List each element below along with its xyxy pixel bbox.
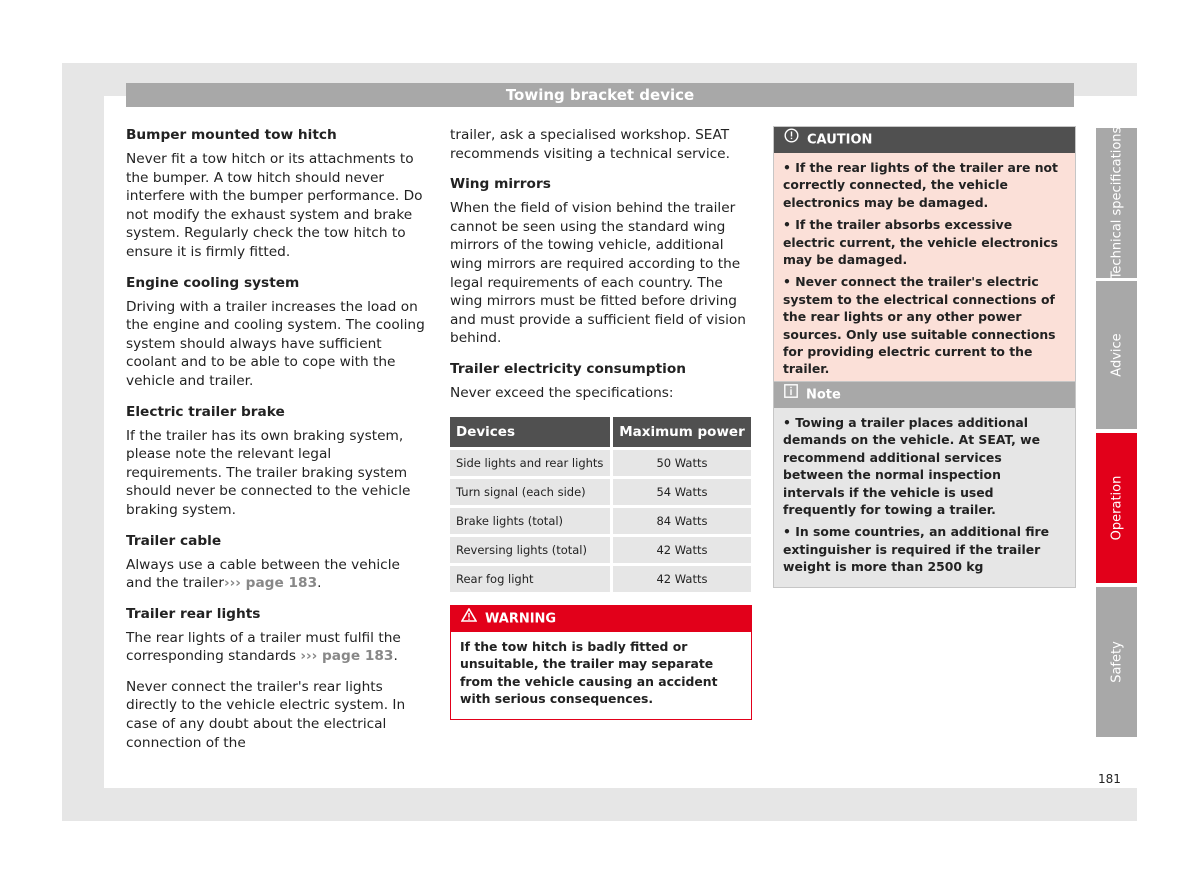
section-text: Never fit a tow hitch or its attachments to the bumper. A tow hitch should never interfere with the bumper performance. Do not modify the exhaust system and brake system. Regularly check the tow hitch to ensure it is firmly fitted. <box>126 151 423 260</box>
section-text: Never exceed the specifications: <box>450 384 674 401</box>
tab-technical-specifications[interactable] <box>1096 128 1137 278</box>
section-text: trailer, ask a specialised workshop. SEAT recommends visiting a technical service. <box>450 127 730 162</box>
note-body <box>774 408 1075 587</box>
column-middle <box>450 126 752 415</box>
warning-header <box>451 606 751 632</box>
caution-label: CAUTION <box>807 132 873 148</box>
note-item: • In some countries, an additional fire extinguisher is required if the trailer weight is more than 2500 kg <box>783 524 1050 575</box>
section-text: Never connect the trailer's rear lights directly to the vehicle electric system. In case of any doubt about the electrical connection of the <box>126 678 406 751</box>
tab-label: Operation <box>1109 475 1124 541</box>
note-item: • Towing a trailer places additional demands on the vehicle. At SEAT, we recommend additional services between the normal inspection intervals if the vehicle is used frequently for towing a trailer. <box>783 415 1040 518</box>
note-label: Note <box>806 387 841 403</box>
tab-advice[interactable] <box>1096 281 1137 429</box>
tab-label: Technical specifications <box>1109 126 1124 280</box>
caution-item: • Never connect the trailer's electric system to the electrical connections of the rear lights or any other power sources. Only use suitable connections for providing electric current to the trailer. <box>783 274 1056 377</box>
tab-safety[interactable] <box>1096 587 1137 737</box>
power-cell: 54 Watts <box>611 478 751 507</box>
power-cell: 42 Watts <box>611 536 751 565</box>
warning-body <box>451 632 751 719</box>
warning-text: If the tow hitch is badly fitted or unsuitable, the trailer may separate from the vehicle causing an accident with serious consequences. <box>460 639 718 707</box>
section-text: The rear lights of a trailer must fulfil the corresponding standards ››› page 183. <box>126 629 401 665</box>
note-box <box>773 381 1076 588</box>
warning-label: WARNING <box>485 611 557 627</box>
device-cell: Rear fog light <box>450 565 611 593</box>
table-row <box>450 449 751 478</box>
warning-triangle-icon <box>461 606 477 632</box>
section-heading: Trailer cable <box>126 532 222 549</box>
note-header <box>774 382 1075 408</box>
caution-item: • If the trailer absorbs excessive electric current, the vehicle electronics may be damaged. <box>783 217 1058 268</box>
tab-label: Advice <box>1109 333 1124 377</box>
section-heading: Bumper mounted tow hitch <box>126 127 337 143</box>
caution-header <box>774 127 1075 153</box>
power-cell: 84 Watts <box>611 507 751 536</box>
device-cell: Turn signal (each side) <box>450 478 611 507</box>
exclamation-circle-icon <box>784 127 799 153</box>
section-heading: Wing mirrors <box>450 176 551 193</box>
table-header-cell: Devices <box>450 417 611 449</box>
section-heading: Engine cooling system <box>126 274 300 291</box>
power-spec-table <box>450 417 751 592</box>
power-cell: 50 Watts <box>611 449 751 478</box>
section-heading: Trailer rear lights <box>126 605 261 622</box>
tab-label: Safety <box>1109 641 1124 683</box>
section-text: Always use a cable between the vehicle and the trailer››› page 183. <box>126 556 400 592</box>
power-cell: 42 Watts <box>611 565 751 593</box>
warning-box <box>450 605 752 720</box>
table-row <box>450 536 751 565</box>
section-heading: Trailer electricity consumption <box>450 360 686 377</box>
section-text: When the field of vision behind the trailer cannot be seen using the standard wing mirrors of the towing vehicle, additional wing mirrors are required according to the legal requirements of each country. The wing mirrors must be fitted before driving and must provide a sufficient field of vision behind. <box>450 200 746 347</box>
page-title: Towing bracket device <box>126 83 1074 107</box>
column-left <box>126 126 428 764</box>
table-row <box>450 478 751 507</box>
caution-item: • If the rear lights of the trailer are not correctly connected, the vehicle electronics may be damaged. <box>783 160 1058 210</box>
page-number: 181 <box>1098 772 1121 786</box>
device-cell: Brake lights (total) <box>450 507 611 536</box>
info-icon <box>784 382 798 408</box>
section-text-part: The rear lights of a trailer must fulfil the corresponding standards <box>126 629 401 665</box>
table-row <box>450 507 751 536</box>
table-header-row <box>450 417 751 449</box>
table-header-cell: Maximum power <box>611 417 751 449</box>
caution-body <box>774 153 1075 389</box>
section-text: Driving with a trailer increases the load on the engine and cooling system. The cooling system should always have sufficient coolant and to be able to cope with the vehicle and trailer. <box>126 298 425 389</box>
section-text-part: Always use a cable between the vehicle and the trailer <box>126 556 400 592</box>
device-cell: Reversing lights (total) <box>450 536 611 565</box>
device-cell: Side lights and rear lights <box>450 449 611 478</box>
table-row <box>450 565 751 593</box>
page-reference-link[interactable]: ››› page 183 <box>223 575 318 592</box>
section-text: If the trailer has its own braking system, please note the relevant legal requirements. The trailer braking system should never be connected to the vehicle braking system. <box>126 427 411 518</box>
page-reference-link[interactable]: ››› page 183 <box>300 648 394 665</box>
caution-box <box>773 126 1076 390</box>
section-heading: Electric trailer brake <box>126 403 285 420</box>
tab-operation[interactable] <box>1096 433 1137 583</box>
